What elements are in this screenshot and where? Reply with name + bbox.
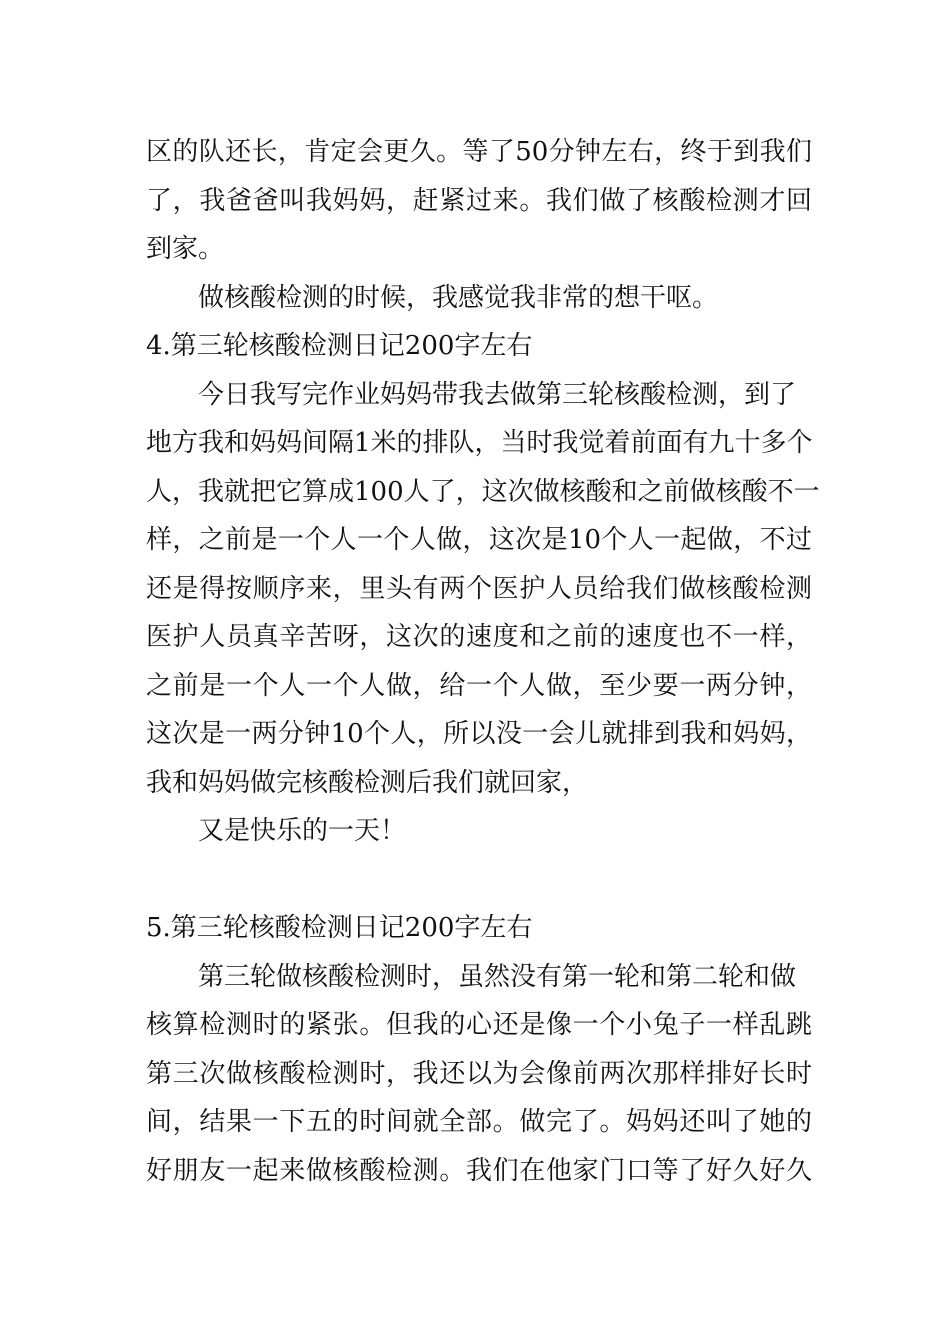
text-line: 到家。 xyxy=(146,234,225,264)
text-line: 核算检测时的紧张。但我的心还是像一个小兔子一样乱跳 xyxy=(146,1010,812,1040)
text-line: 第三次做核酸检测时，我还以为会像前两次那样排好长时 xyxy=(146,1058,812,1089)
document-body xyxy=(146,128,820,1195)
section-heading: 4.第三轮核酸检测日记200字左右 xyxy=(146,331,533,361)
text-line: 这次是一两分钟10个人，所以没一会儿就排到我和妈妈， xyxy=(146,719,812,749)
text-line: 区的队还长，肯定会更久。等了50分钟左右，终于到我们 xyxy=(146,137,812,167)
text-line: 我和妈妈做完核酸检测后我们就回家， xyxy=(146,767,589,798)
text-line: 了，我爸爸叫我妈妈，赶紧过来。我们做了核酸检测才回 xyxy=(146,185,812,216)
text-line: 之前是一个人一个人做，给一个人做，至少要一两分钟， xyxy=(146,670,812,701)
text-line: 间，结果一下五的时间就全部。做完了。妈妈还叫了她的 xyxy=(146,1107,812,1137)
paragraph-line: 今日我写完作业妈妈带我去做第三轮核酸检测，到了 xyxy=(198,379,797,410)
text-line: 好朋友一起来做核酸检测。我们在他家门口等了好久好久 xyxy=(146,1155,812,1186)
text-line: 人，我就把它算成100人了，这次做核酸和之前做核酸不一 xyxy=(146,476,820,507)
text-line: 样，之前是一个人一个人做，这次是10个人一起做，不过 xyxy=(146,525,812,555)
paragraph-line: 做核酸检测的时候，我感觉我非常的想干呕。 xyxy=(198,282,719,313)
paragraph-line: 第三轮做核酸检测时，虽然没有第一轮和第二轮和做 xyxy=(198,961,797,992)
text-line: 还是得按顺序来，里头有两个医护人员给我们做核酸检测 xyxy=(146,573,812,604)
text-line: 地方我和妈妈间隔1米的排队，当时我觉着前面有九十多个 xyxy=(146,428,813,458)
blank-line xyxy=(146,856,812,905)
paragraph-line: 又是快乐的一天！ xyxy=(198,816,407,846)
text-line: 医护人员真辛苦呀，这次的速度和之前的速度也不一样， xyxy=(146,622,812,652)
section-heading: 5.第三轮核酸检测日记200字左右 xyxy=(146,913,533,943)
